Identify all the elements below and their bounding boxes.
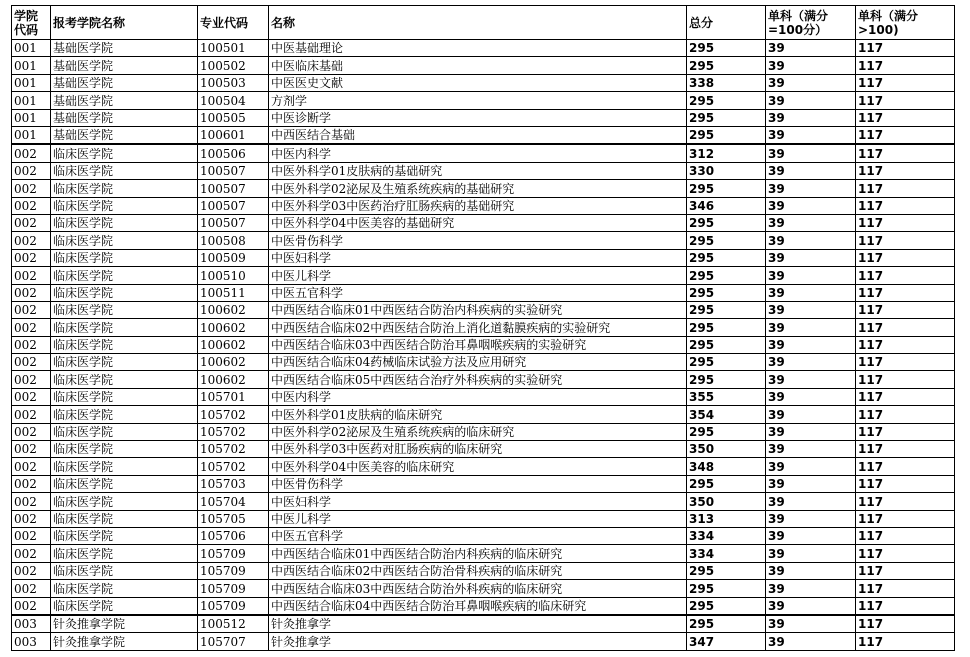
table-row: [12, 336, 955, 353]
cell-college-name: 临床医学院: [51, 475, 198, 492]
cell-college-code: 001: [12, 109, 51, 126]
cell-major-code: 105709: [198, 562, 269, 579]
cell-college-code: 002: [12, 284, 51, 301]
cell-total: 355: [687, 388, 766, 405]
table-row: [12, 441, 955, 458]
cell-name: 中西医结合临床03中西医结合防治耳鼻咽喉疾病的实验研究: [269, 336, 687, 353]
cell-single-100: 39: [766, 406, 856, 423]
header-major-code: 专业代码: [198, 6, 269, 40]
cell-college-code: 002: [12, 180, 51, 197]
cell-total: 295: [687, 109, 766, 126]
cell-single-over100: 117: [856, 249, 955, 266]
cell-single-100: 39: [766, 74, 856, 91]
cell-name: 中医骨伤科学: [269, 475, 687, 492]
cell-name: 中医五官科学: [269, 284, 687, 301]
cell-college-name: 基础医学院: [51, 57, 198, 74]
cell-name: 中西医结合临床02中西医结合防治骨科疾病的临床研究: [269, 562, 687, 579]
cell-total: 334: [687, 527, 766, 544]
header-single-over100: 单科（满分>100): [856, 6, 955, 40]
cell-major-code: 105705: [198, 510, 269, 527]
table-row: [12, 126, 955, 144]
cell-single-over100: 117: [856, 284, 955, 301]
table-row: [12, 57, 955, 74]
cell-single-100: 39: [766, 354, 856, 371]
cell-single-100: 39: [766, 615, 856, 633]
cell-college-name: 临床医学院: [51, 423, 198, 440]
cell-single-100: 39: [766, 545, 856, 562]
cell-college-code: 002: [12, 510, 51, 527]
cell-college-code: 002: [12, 406, 51, 423]
cell-name: 中医儿科学: [269, 267, 687, 284]
cell-single-over100: 117: [856, 354, 955, 371]
cell-name: 中医妇科学: [269, 249, 687, 266]
cell-single-over100: 117: [856, 441, 955, 458]
cell-single-100: 39: [766, 441, 856, 458]
cell-single-100: 39: [766, 301, 856, 318]
cell-college-name: 临床医学院: [51, 597, 198, 615]
cell-total: 295: [687, 232, 766, 249]
cell-major-code: 105702: [198, 441, 269, 458]
cell-single-100: 39: [766, 92, 856, 109]
cell-name: 中医妇科学: [269, 493, 687, 510]
cell-total: 295: [687, 267, 766, 284]
table-row: [12, 475, 955, 492]
cell-single-100: 39: [766, 162, 856, 179]
cell-total: 295: [687, 597, 766, 615]
cell-name: 方剂学: [269, 92, 687, 109]
cell-total: 295: [687, 319, 766, 336]
cell-total: 295: [687, 284, 766, 301]
cell-major-code: 100507: [198, 197, 269, 214]
cell-college-code: 002: [12, 319, 51, 336]
cell-major-code: 100602: [198, 371, 269, 388]
cell-major-code: 100507: [198, 180, 269, 197]
cell-college-name: 临床医学院: [51, 545, 198, 562]
cell-major-code: 105702: [198, 458, 269, 475]
cell-single-100: 39: [766, 336, 856, 353]
table-row: [12, 267, 955, 284]
cell-college-code: 002: [12, 458, 51, 475]
cell-single-100: 39: [766, 126, 856, 144]
cell-single-100: 39: [766, 510, 856, 527]
cell-name: 中医外科学02泌尿及生殖系统疾病的基础研究: [269, 180, 687, 197]
cell-college-code: 002: [12, 545, 51, 562]
cell-total: 295: [687, 423, 766, 440]
cell-college-name: 临床医学院: [51, 458, 198, 475]
cell-major-code: 100602: [198, 301, 269, 318]
cell-major-code: 100507: [198, 162, 269, 179]
cell-college-name: 临床医学院: [51, 371, 198, 388]
cell-college-name: 临床医学院: [51, 284, 198, 301]
cell-single-over100: 117: [856, 406, 955, 423]
cell-total: 348: [687, 458, 766, 475]
cell-total: 295: [687, 40, 766, 57]
table-row: [12, 580, 955, 597]
cell-major-code: 100508: [198, 232, 269, 249]
cell-college-code: 002: [12, 162, 51, 179]
cell-single-over100: 117: [856, 371, 955, 388]
cell-major-code: 100602: [198, 319, 269, 336]
cell-total: 295: [687, 615, 766, 633]
table-row: [12, 423, 955, 440]
cell-college-code: 002: [12, 597, 51, 615]
cell-college-code: 002: [12, 144, 51, 162]
cell-total: 295: [687, 249, 766, 266]
cell-single-100: 39: [766, 458, 856, 475]
cell-name: 中医外科学03中医药治疗肛肠疾病的基础研究: [269, 197, 687, 214]
cell-total: 295: [687, 580, 766, 597]
table-row: [12, 527, 955, 544]
table-row: [12, 510, 955, 527]
cell-single-100: 39: [766, 57, 856, 74]
cell-single-100: 39: [766, 475, 856, 492]
cell-name: 中医外科学04中医美容的临床研究: [269, 458, 687, 475]
cell-single-over100: 117: [856, 597, 955, 615]
table-row: [12, 92, 955, 109]
header-total: 总分: [687, 6, 766, 40]
table-row: [12, 301, 955, 318]
cell-college-name: 临床医学院: [51, 267, 198, 284]
table-row: [12, 562, 955, 579]
cell-major-code: 100505: [198, 109, 269, 126]
cell-major-code: 100510: [198, 267, 269, 284]
cell-single-over100: 117: [856, 388, 955, 405]
cell-single-100: 39: [766, 371, 856, 388]
cell-college-name: 基础医学院: [51, 109, 198, 126]
cell-single-100: 39: [766, 423, 856, 440]
cell-single-100: 39: [766, 562, 856, 579]
cell-name: 中西医结合临床04药械临床试验方法及应用研究: [269, 354, 687, 371]
cell-name: 中医医史文献: [269, 74, 687, 91]
cell-major-code: 100512: [198, 615, 269, 633]
cell-name: 中医儿科学: [269, 510, 687, 527]
cell-single-over100: 117: [856, 197, 955, 214]
cell-single-over100: 117: [856, 162, 955, 179]
cell-total: 295: [687, 57, 766, 74]
table-row: [12, 545, 955, 562]
cell-single-over100: 117: [856, 493, 955, 510]
cell-single-100: 39: [766, 633, 856, 651]
cell-major-code: 105707: [198, 633, 269, 651]
cell-college-code: 002: [12, 354, 51, 371]
cell-college-code: 001: [12, 57, 51, 74]
cell-total: 350: [687, 441, 766, 458]
table-row: [12, 371, 955, 388]
cell-total: 330: [687, 162, 766, 179]
cell-college-code: 003: [12, 615, 51, 633]
cell-college-code: 002: [12, 232, 51, 249]
table-row: [12, 615, 955, 633]
cell-single-100: 39: [766, 109, 856, 126]
cell-total: 347: [687, 633, 766, 651]
cell-college-code: 002: [12, 197, 51, 214]
cell-college-name: 临床医学院: [51, 232, 198, 249]
cell-college-name: 临床医学院: [51, 441, 198, 458]
cell-single-100: 39: [766, 197, 856, 214]
cell-total: 295: [687, 354, 766, 371]
header-name: 名称: [269, 6, 687, 40]
cell-single-over100: 117: [856, 57, 955, 74]
cell-name: 中西医结合临床03中西医结合防治外科疾病的临床研究: [269, 580, 687, 597]
cell-name: 中医临床基础: [269, 57, 687, 74]
cell-single-100: 39: [766, 284, 856, 301]
cell-single-100: 39: [766, 319, 856, 336]
cell-college-name: 临床医学院: [51, 388, 198, 405]
score-table: [11, 5, 955, 651]
cell-major-code: 100509: [198, 249, 269, 266]
cell-total: 295: [687, 92, 766, 109]
table-row: [12, 232, 955, 249]
cell-name: 中西医结合临床01中西医结合防治内科疾病的临床研究: [269, 545, 687, 562]
cell-college-code: 002: [12, 423, 51, 440]
cell-single-over100: 117: [856, 319, 955, 336]
cell-single-over100: 117: [856, 144, 955, 162]
table-row: [12, 180, 955, 197]
cell-major-code: 105702: [198, 406, 269, 423]
cell-single-over100: 117: [856, 458, 955, 475]
cell-college-name: 基础医学院: [51, 126, 198, 144]
cell-major-code: 105709: [198, 545, 269, 562]
cell-major-code: 100507: [198, 214, 269, 231]
cell-single-over100: 117: [856, 232, 955, 249]
cell-college-code: 001: [12, 74, 51, 91]
cell-name: 中医基础理论: [269, 40, 687, 57]
cell-single-over100: 117: [856, 40, 955, 57]
cell-college-code: 002: [12, 493, 51, 510]
cell-name: 中医外科学04中医美容的基础研究: [269, 214, 687, 231]
cell-college-code: 002: [12, 336, 51, 353]
cell-college-code: 001: [12, 126, 51, 144]
table-row: [12, 458, 955, 475]
table-row: [12, 284, 955, 301]
cell-major-code: 105702: [198, 423, 269, 440]
cell-total: 295: [687, 214, 766, 231]
cell-college-name: 基础医学院: [51, 74, 198, 91]
cell-college-name: 临床医学院: [51, 162, 198, 179]
table-row: [12, 597, 955, 615]
cell-single-over100: 117: [856, 545, 955, 562]
cell-name: 中医骨伤科学: [269, 232, 687, 249]
cell-total: 295: [687, 562, 766, 579]
cell-single-over100: 117: [856, 562, 955, 579]
cell-single-over100: 117: [856, 615, 955, 633]
cell-name: 中西医结合基础: [269, 126, 687, 144]
cell-college-code: 001: [12, 40, 51, 57]
cell-college-code: 002: [12, 580, 51, 597]
cell-major-code: 105701: [198, 388, 269, 405]
cell-total: 295: [687, 371, 766, 388]
cell-college-code: 002: [12, 301, 51, 318]
cell-college-name: 针灸推拿学院: [51, 615, 198, 633]
cell-single-over100: 117: [856, 92, 955, 109]
cell-name: 中医内科学: [269, 388, 687, 405]
cell-college-code: 002: [12, 267, 51, 284]
cell-college-code: 002: [12, 441, 51, 458]
cell-single-100: 39: [766, 144, 856, 162]
table-row: [12, 40, 955, 57]
header-single-100: 单科（满分=100分）: [766, 6, 856, 40]
cell-college-name: 临床医学院: [51, 144, 198, 162]
cell-college-code: 002: [12, 371, 51, 388]
cell-college-name: 临床医学院: [51, 580, 198, 597]
cell-college-name: 临床医学院: [51, 406, 198, 423]
cell-single-over100: 117: [856, 267, 955, 284]
table-row: [12, 633, 955, 651]
cell-single-over100: 117: [856, 180, 955, 197]
cell-college-name: 临床医学院: [51, 214, 198, 231]
table-row: [12, 354, 955, 371]
cell-single-100: 39: [766, 388, 856, 405]
cell-college-name: 临床医学院: [51, 510, 198, 527]
table-row: [12, 214, 955, 231]
cell-single-100: 39: [766, 527, 856, 544]
cell-college-name: 临床医学院: [51, 527, 198, 544]
table-row: [12, 319, 955, 336]
cell-college-name: 临床医学院: [51, 301, 198, 318]
cell-college-code: 001: [12, 92, 51, 109]
cell-name: 中医五官科学: [269, 527, 687, 544]
cell-major-code: 105703: [198, 475, 269, 492]
cell-single-100: 39: [766, 232, 856, 249]
cell-major-code: 100503: [198, 74, 269, 91]
cell-single-100: 39: [766, 180, 856, 197]
cell-total: 295: [687, 475, 766, 492]
cell-major-code: 100601: [198, 126, 269, 144]
cell-total: 346: [687, 197, 766, 214]
cell-single-over100: 117: [856, 301, 955, 318]
cell-single-over100: 117: [856, 74, 955, 91]
cell-total: 295: [687, 180, 766, 197]
cell-college-code: 002: [12, 562, 51, 579]
cell-name: 中医外科学02泌尿及生殖系统疾病的临床研究: [269, 423, 687, 440]
cell-single-100: 39: [766, 40, 856, 57]
cell-college-name: 针灸推拿学院: [51, 633, 198, 651]
cell-total: 338: [687, 74, 766, 91]
cell-major-code: 105709: [198, 580, 269, 597]
cell-college-name: 临床医学院: [51, 197, 198, 214]
cell-total: 295: [687, 336, 766, 353]
cell-total: 354: [687, 406, 766, 423]
cell-major-code: 100602: [198, 354, 269, 371]
cell-single-over100: 117: [856, 580, 955, 597]
cell-name: 中医外科学03中医药对肛肠疾病的临床研究: [269, 441, 687, 458]
cell-single-100: 39: [766, 597, 856, 615]
cell-single-100: 39: [766, 214, 856, 231]
cell-college-name: 临床医学院: [51, 354, 198, 371]
cell-major-code: 105709: [198, 597, 269, 615]
table-body: [12, 40, 955, 651]
cell-name: 中医外科学01皮肤病的临床研究: [269, 406, 687, 423]
cell-single-over100: 117: [856, 633, 955, 651]
cell-major-code: 100501: [198, 40, 269, 57]
cell-college-name: 临床医学院: [51, 493, 198, 510]
cell-name: 中西医结合临床05中西医结合治疗外科疾病的实验研究: [269, 371, 687, 388]
cell-major-code: 105706: [198, 527, 269, 544]
cell-single-100: 39: [766, 580, 856, 597]
cell-college-name: 临床医学院: [51, 319, 198, 336]
cell-single-over100: 117: [856, 126, 955, 144]
cell-major-code: 100602: [198, 336, 269, 353]
cell-college-code: 002: [12, 388, 51, 405]
cell-name: 针灸推拿学: [269, 615, 687, 633]
cell-college-name: 基础医学院: [51, 92, 198, 109]
cell-single-100: 39: [766, 249, 856, 266]
table-row: [12, 406, 955, 423]
cell-name: 中西医结合临床01中西医结合防治内科疾病的实验研究: [269, 301, 687, 318]
table-row: [12, 162, 955, 179]
cell-name: 中医外科学01皮肤病的基础研究: [269, 162, 687, 179]
cell-single-over100: 117: [856, 336, 955, 353]
cell-name: 中西医结合临床04中西医结合防治耳鼻咽喉疾病的临床研究: [269, 597, 687, 615]
cell-single-over100: 117: [856, 423, 955, 440]
cell-single-over100: 117: [856, 510, 955, 527]
cell-total: 312: [687, 144, 766, 162]
cell-total: 295: [687, 126, 766, 144]
cell-name: 中医内科学: [269, 144, 687, 162]
table-row: [12, 388, 955, 405]
cell-total: 350: [687, 493, 766, 510]
cell-college-name: 临床医学院: [51, 249, 198, 266]
cell-college-name: 临床医学院: [51, 180, 198, 197]
cell-single-over100: 117: [856, 109, 955, 126]
cell-total: 313: [687, 510, 766, 527]
cell-major-code: 100511: [198, 284, 269, 301]
cell-college-code: 002: [12, 249, 51, 266]
table-row: [12, 249, 955, 266]
header-college-code: 学院代码: [12, 6, 51, 40]
cell-name: 中医诊断学: [269, 109, 687, 126]
cell-college-code: 002: [12, 475, 51, 492]
cell-total: 334: [687, 545, 766, 562]
cell-major-code: 100502: [198, 57, 269, 74]
table-row: [12, 74, 955, 91]
cell-single-over100: 117: [856, 214, 955, 231]
header-row: [12, 6, 955, 40]
table-row: [12, 144, 955, 162]
cell-name: 中西医结合临床02中西医结合防治上消化道黏膜疾病的实验研究: [269, 319, 687, 336]
cell-single-100: 39: [766, 493, 856, 510]
cell-single-over100: 117: [856, 475, 955, 492]
table-row: [12, 109, 955, 126]
cell-college-name: 基础医学院: [51, 40, 198, 57]
cell-college-name: 临床医学院: [51, 336, 198, 353]
cell-single-over100: 117: [856, 527, 955, 544]
cell-major-code: 105704: [198, 493, 269, 510]
cell-single-100: 39: [766, 267, 856, 284]
cell-college-code: 003: [12, 633, 51, 651]
cell-total: 295: [687, 301, 766, 318]
header-college-name: 报考学院名称: [51, 6, 198, 40]
cell-major-code: 100504: [198, 92, 269, 109]
cell-name: 针灸推拿学: [269, 633, 687, 651]
cell-major-code: 100506: [198, 144, 269, 162]
cell-college-name: 临床医学院: [51, 562, 198, 579]
table-row: [12, 493, 955, 510]
table-row: [12, 197, 955, 214]
cell-college-code: 002: [12, 214, 51, 231]
cell-college-code: 002: [12, 527, 51, 544]
